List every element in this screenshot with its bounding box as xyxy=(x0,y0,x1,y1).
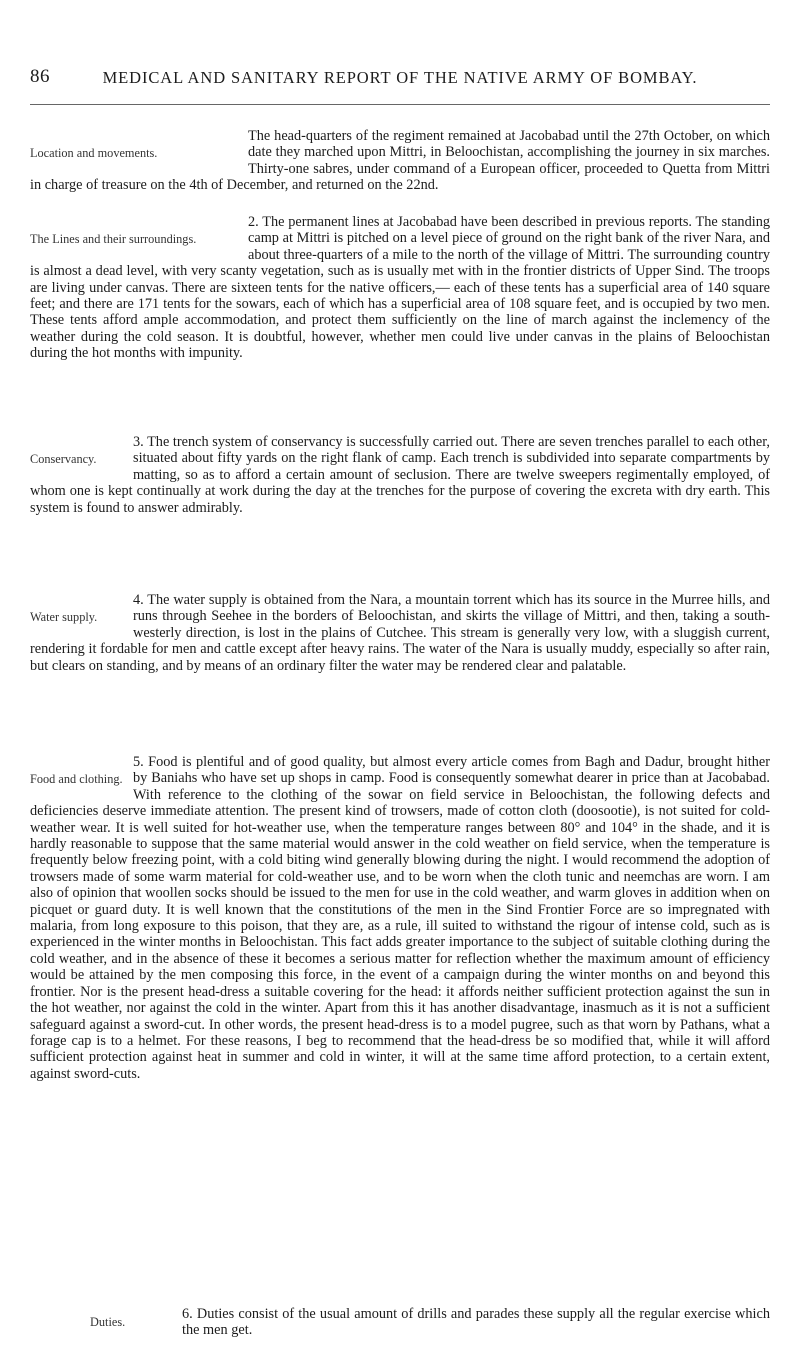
paragraph-text: 2. The permanent lines at Jacobabad have been described in previous reports. The standing camp at Mittri is pitched on a level piece of ground on the right bank of the river Nara, and about three-quarters of a mile to the north of the village of Mittri. The surrounding country is almost a dead level, with very scanty vegetation, such as is usually met with in the frontier districts of Upper Sind. The troops are living under canvas. There are sixteen tents for the native officers,— each of these tents has a superficial area of 140 square feet; and there are 171 tents for the sowars, each of which has a superficial area of 108 square feet, and is occupied by two men. These tents afford ample accommodation, and protect them sufficiently on the line of march against the inclemency of the weather during the cold season. It is doubtful, however, whether men could live under canvas in the plains of Beloochistan during the hot months with impunity. xyxy=(30,214,770,362)
section-food-clothing xyxy=(30,754,770,1082)
paragraph xyxy=(30,128,770,194)
paragraph-text: 4. The water supply is obtained from the Nara, a mountain torrent which has its source in the Murree hills, and runs through Seehee in the borders of Beloochistan, and skirts the village of Mittri, and then, taking a south-westerly direction, is lost in the plains of Cutchee. This stream is generally very low, with a sluggish current, rendering it fordable for men and cattle except after heavy rains. The water of the Nara is usually muddy, especially so after rain, but clears on standing, and by means of an ordinary filter the water may be rendered clear and palatable. xyxy=(30,592,770,674)
side-note: Food and clothing. xyxy=(30,772,123,786)
section-lines xyxy=(30,214,770,362)
paragraph xyxy=(90,1306,770,1339)
side-note: Location and movements. xyxy=(30,146,158,160)
paragraph xyxy=(30,214,770,362)
section-conservancy xyxy=(30,434,770,516)
page-number: 86 xyxy=(30,66,50,87)
side-note: The Lines and their surroundings. xyxy=(30,232,197,246)
section-water-supply xyxy=(30,592,770,674)
section-location xyxy=(30,128,770,194)
header-rule xyxy=(30,104,770,105)
paragraph-text: 3. The trench system of conservancy is successfully carried out. There are seven trenches parallel to each other, situated about fifty yards on the right flank of camp. Each trench is subdivided into separate compartments by matting, so as to afford a certain amount of seclusion. There are twelve sweepers regimentally employed, of whom one is kept continually at work during the day at the trenches for the purpose of covering the excreta with dry earth. This system is found to answer admirably. xyxy=(30,434,770,516)
side-note: Conservancy. xyxy=(30,452,97,466)
section-duties xyxy=(90,1306,770,1339)
paragraph xyxy=(30,434,770,516)
paragraph-text: 5. Food is plentiful and of good quality, but almost every article comes from Bagh and Dadur, brought hither by Baniahs who have set up shops in camp. Food is consequently somewhat dearer in price than at Jacobabad. With reference to the clothing of the sowar on field service in Beloochistan, the following defects and deficiencies deserve immediate attention. The present kind of trowsers, made of cotton cloth (doosootie), is not suited for cold-weather wear. It is well suited for hot-weather use, when the temperature ranges between 80° and 104° in the shade, and it is hardly reasonable to suppose that the same material would answer in the cold weather on field service, when the temperature is frequently below freezing point, with a cold biting wind generally blowing during the night. I would recommend the adoption of trowsers made of some warm material for cold-weather use, and to be worn when the cloth tunic and neemchas are worn. I am also of opinion that woollen socks should be issued to the men for use in the cold weather, and warm gloves in addition when on picquet or guard duty. It is well known that the constitutions of the men in the Sind Frontier Force are so impregnated with malaria, from long exposure to this poison, that they are, as a rule, ill suited to withstand the rigour of intense cold, such as is experienced in the winter months in Beloochistan. This fact adds greater importance to the subject of suitable clothing during the cold weather, and in the absence of these it becomes a serious matter for reflection whether the maximum amount of efficiency would be attained by the men composing this force, in the event of a campaign during the winter months on and beyond this frontier. Nor is the present head-dress a suitable covering for the head: it affords neither sufficient protection against the sun in the hot weather, nor against the cold in the winter. Apart from this it has another disadvantage, inasmuch as it is not a sufficient safeguard against a sword-cut. In other words, the present head-dress is to a model pugree, such as that worn by Pathans, what a forage cap is to a helmet. For these reasons, I beg to recommend that the head-dress be so modified that, while it will afford sufficient protection against heat in summer and cold in winter, it will at the same time afford protection, to a certain extent, against sword-cuts. xyxy=(30,754,770,1082)
paragraph-text: The head-quarters of the regiment remained at Jacobabad until the 27th October, on which date they marched upon Mittri, in Beloochistan, accomplishing the journey in six marches. Thirty-one sabres, under command of a European officer, proceeded to Quetta from Mittri in charge of treasure on the 4th of December, and returned on the 22nd. xyxy=(30,128,770,194)
side-note: Water supply. xyxy=(30,610,98,624)
paragraph-text: 6. Duties consist of the usual amount of drills and parades these supply all the regular exercise which the men get. xyxy=(182,1306,770,1339)
side-note: Duties. xyxy=(90,1315,126,1329)
paragraph xyxy=(30,754,770,1082)
paragraph xyxy=(30,592,770,674)
page-header xyxy=(30,66,770,92)
running-head: MEDICAL AND SANITARY REPORT OF THE NATIVE ARMY OF BOMBAY. xyxy=(102,68,698,87)
